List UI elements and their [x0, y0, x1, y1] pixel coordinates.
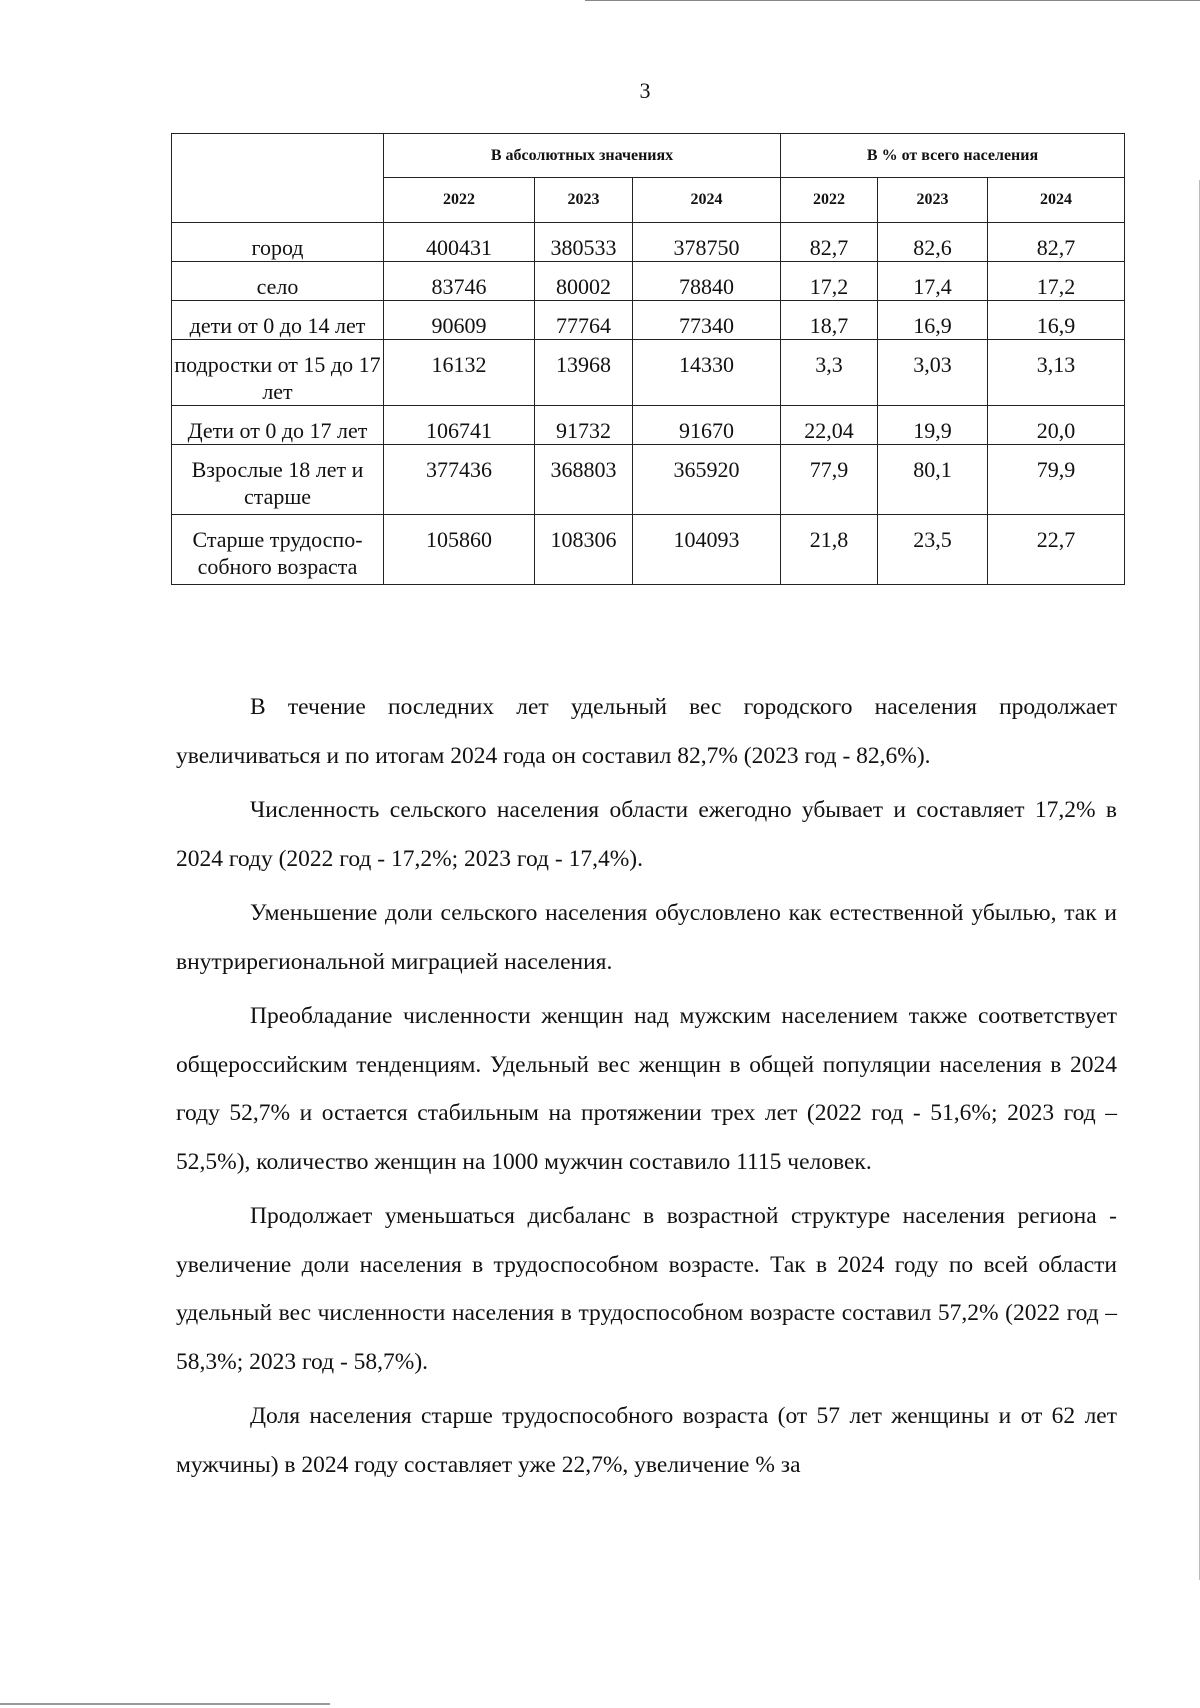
table-row: [172, 301, 1125, 340]
table-cell: 378750: [633, 223, 781, 262]
table-cell: 365920: [633, 445, 781, 515]
table-cell: 91670: [633, 406, 781, 445]
table-cell: 22,04: [781, 406, 878, 445]
table-cell: 22,7: [988, 515, 1125, 585]
table-row-label: город: [172, 223, 384, 262]
table-header-year: 2024: [633, 178, 781, 223]
table-header-percent: В % от всего населения: [781, 134, 1125, 178]
page-number: 3: [639, 78, 651, 103]
table-cell: 105860: [384, 515, 535, 585]
table-cell: 104093: [633, 515, 781, 585]
table-header-year: 2023: [535, 178, 633, 223]
table-cell: 17,4: [878, 262, 988, 301]
paragraph: Продолжает уменьшаться дисбаланс в возрастной структуре населения региона - увеличение доли населения в трудоспособном возрасте. Так в 2024 году по всей области удельный вес численности населения в трудоспособном возрасте составил 57,2% (2022 год –58,3%; 2023 год - 58,7%).: [176, 1203, 1117, 1375]
scan-edge-top: [585, 0, 1200, 1]
table-cell: 13968: [535, 340, 633, 406]
table-row: [172, 515, 1125, 585]
paragraph: Доля населения старше трудоспособного возраста (от 57 лет женщины и от 62 лет мужчины) в 2024 году составляет уже 22,7%, увеличение % за: [176, 1403, 1117, 1478]
table-cell: 3,03: [878, 340, 988, 406]
table-header-year: 2022: [781, 178, 878, 223]
table-cell: 3,3: [781, 340, 878, 406]
table-cell: 83746: [384, 262, 535, 301]
table-cell: 18,7: [781, 301, 878, 340]
table-cell: 91732: [535, 406, 633, 445]
table-row-label: подростки от 15 до 17 лет: [172, 340, 384, 406]
table-cell: 20,0: [988, 406, 1125, 445]
table-header-absolute: В абсолютных значениях: [384, 134, 781, 178]
table-cell: 16,9: [988, 301, 1125, 340]
table-row-label: дети от 0 до 14 лет: [172, 301, 384, 340]
table-cell: 80002: [535, 262, 633, 301]
paragraph: Преобладание численности женщин над мужским населением также соответствует общероссийским тенденциям. Удельный вес женщин в общей популяции населения в 2024 году 52,7% и остается стабильным на протяжении трех лет (2022 год - 51,6%; 2023 год – 52,5%), количество женщин на 1000 мужчин составило 1115 человек.: [176, 1003, 1117, 1175]
paragraph: Уменьшение доли сельского населения обусловлено как естественной убылью, так и внутрирегиональной миграцией населения.: [176, 900, 1117, 975]
table-row: [172, 406, 1125, 445]
table-row: [172, 262, 1125, 301]
table-cell: 80,1: [878, 445, 988, 515]
table-row: [172, 340, 1125, 406]
table-cell: 77340: [633, 301, 781, 340]
table-cell: 16,9: [878, 301, 988, 340]
table-cell: 16132: [384, 340, 535, 406]
table-header-year: 2022: [384, 178, 535, 223]
table-cell: 14330: [633, 340, 781, 406]
table-header-year: 2023: [878, 178, 988, 223]
table-row-label: Взрослые 18 лет и старше: [172, 445, 384, 515]
population-table: [171, 133, 1125, 585]
table-row-label: Старше трудоспо-собного возраста: [172, 515, 384, 585]
table-cell: 368803: [535, 445, 633, 515]
table-cell: 380533: [535, 223, 633, 262]
table-cell: 23,5: [878, 515, 988, 585]
table-cell: 82,7: [988, 223, 1125, 262]
table-cell: 77,9: [781, 445, 878, 515]
table-cell: 106741: [384, 406, 535, 445]
table-cell: 3,13: [988, 340, 1125, 406]
table-row: [172, 223, 1125, 262]
table-cell: 79,9: [988, 445, 1125, 515]
paragraph: В течение последних лет удельный вес городского населения продолжает увеличиваться и по итогам 2024 года он составил 82,7% (2023 год - 82,6%).: [176, 694, 1117, 769]
table-header-empty-cell: [172, 134, 384, 223]
body-text: [176, 683, 1117, 1495]
table-cell: 19,9: [878, 406, 988, 445]
table-cell: 377436: [384, 445, 535, 515]
table-cell: 90609: [384, 301, 535, 340]
paragraph: Численность сельского населения области ежегодно убывает и составляет 17,2% в 2024 году (2022 год - 17,2%; 2023 год - 17,4%).: [176, 797, 1117, 872]
table-row-label: Дети от 0 до 17 лет: [172, 406, 384, 445]
table-header-year: 2024: [988, 178, 1125, 223]
table-cell: 21,8: [781, 515, 878, 585]
table-cell: 17,2: [988, 262, 1125, 301]
table-cell: 17,2: [781, 262, 878, 301]
table-cell: 400431: [384, 223, 535, 262]
table-cell: 82,7: [781, 223, 878, 262]
table-cell: 78840: [633, 262, 781, 301]
table-cell: 82,6: [878, 223, 988, 262]
table-cell: 108306: [535, 515, 633, 585]
table-cell: 77764: [535, 301, 633, 340]
table-header-row-groups: [172, 134, 1125, 178]
scan-edge-bottom: [0, 1703, 330, 1705]
table-row: [172, 445, 1125, 515]
table-row-label: село: [172, 262, 384, 301]
